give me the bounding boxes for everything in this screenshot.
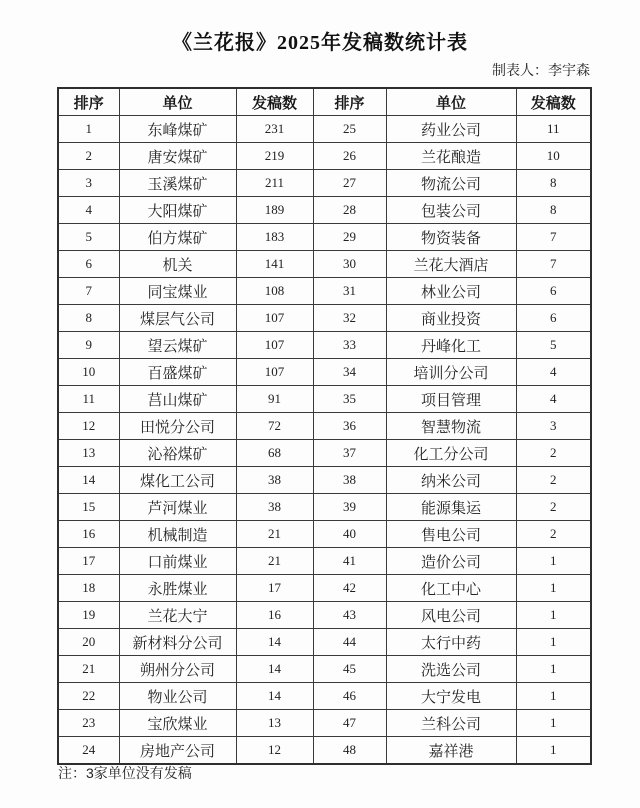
count-cell: 107 <box>236 305 313 332</box>
count-cell: 72 <box>236 413 313 440</box>
count-cell: 6 <box>516 305 591 332</box>
rank-cell: 37 <box>313 440 386 467</box>
count-cell: 1 <box>516 548 591 575</box>
count-cell: 107 <box>236 359 313 386</box>
unit-cell: 大宁发电 <box>386 683 516 710</box>
rank-cell: 5 <box>58 224 119 251</box>
rank-cell: 12 <box>58 413 119 440</box>
unit-cell: 田悦分公司 <box>119 413 236 440</box>
col-header-rank-right: 排序 <box>313 88 386 116</box>
rank-cell: 30 <box>313 251 386 278</box>
rank-cell: 34 <box>313 359 386 386</box>
unit-cell: 化工中心 <box>386 575 516 602</box>
rank-cell: 15 <box>58 494 119 521</box>
rank-cell: 6 <box>58 251 119 278</box>
count-cell: 1 <box>516 629 591 656</box>
rank-cell: 19 <box>58 602 119 629</box>
count-cell: 5 <box>516 332 591 359</box>
count-cell: 68 <box>236 440 313 467</box>
rank-cell: 41 <box>313 548 386 575</box>
rank-cell: 4 <box>58 197 119 224</box>
table-row <box>58 224 591 251</box>
table-row <box>58 656 591 683</box>
unit-cell: 物业公司 <box>119 683 236 710</box>
rank-cell: 48 <box>313 737 386 765</box>
rank-cell: 36 <box>313 413 386 440</box>
unit-cell: 玉溪煤矿 <box>119 170 236 197</box>
table-row <box>58 440 591 467</box>
count-cell: 7 <box>516 251 591 278</box>
rank-cell: 40 <box>313 521 386 548</box>
col-header-rank-left: 排序 <box>58 88 119 116</box>
rank-cell: 11 <box>58 386 119 413</box>
count-cell: 107 <box>236 332 313 359</box>
unit-cell: 纳米公司 <box>386 467 516 494</box>
unit-cell: 风电公司 <box>386 602 516 629</box>
count-cell: 1 <box>516 575 591 602</box>
count-cell: 4 <box>516 359 591 386</box>
table-row <box>58 143 591 170</box>
unit-cell: 化工分公司 <box>386 440 516 467</box>
count-cell: 7 <box>516 224 591 251</box>
count-cell: 17 <box>236 575 313 602</box>
unit-cell: 智慧物流 <box>386 413 516 440</box>
rank-cell: 13 <box>58 440 119 467</box>
rank-cell: 46 <box>313 683 386 710</box>
rank-cell: 2 <box>58 143 119 170</box>
count-cell: 14 <box>236 656 313 683</box>
unit-cell: 伯方煤矿 <box>119 224 236 251</box>
count-cell: 1 <box>516 683 591 710</box>
count-cell: 211 <box>236 170 313 197</box>
count-cell: 8 <box>516 170 591 197</box>
rank-cell: 33 <box>313 332 386 359</box>
unit-cell: 机关 <box>119 251 236 278</box>
unit-cell: 兰花大宁 <box>119 602 236 629</box>
rank-cell: 35 <box>313 386 386 413</box>
table-row <box>58 575 591 602</box>
count-cell: 2 <box>516 521 591 548</box>
table-row <box>58 197 591 224</box>
count-cell: 2 <box>516 494 591 521</box>
unit-cell: 房地产公司 <box>119 737 236 765</box>
count-cell: 141 <box>236 251 313 278</box>
unit-cell: 商业投资 <box>386 305 516 332</box>
rank-cell: 16 <box>58 521 119 548</box>
unit-cell: 物流公司 <box>386 170 516 197</box>
rank-cell: 9 <box>58 332 119 359</box>
rank-cell: 14 <box>58 467 119 494</box>
table-body <box>58 116 591 765</box>
count-cell: 14 <box>236 683 313 710</box>
unit-cell: 培训分公司 <box>386 359 516 386</box>
count-cell: 14 <box>236 629 313 656</box>
unit-cell: 望云煤矿 <box>119 332 236 359</box>
count-cell: 38 <box>236 467 313 494</box>
table-row <box>58 629 591 656</box>
unit-cell: 嘉祥港 <box>386 737 516 765</box>
unit-cell: 东峰煤矿 <box>119 116 236 143</box>
header-row <box>58 88 591 116</box>
rank-cell: 47 <box>313 710 386 737</box>
unit-cell: 大阳煤矿 <box>119 197 236 224</box>
table-row <box>58 467 591 494</box>
rank-cell: 32 <box>313 305 386 332</box>
count-cell: 1 <box>516 656 591 683</box>
rank-cell: 43 <box>313 602 386 629</box>
rank-cell: 18 <box>58 575 119 602</box>
rank-cell: 44 <box>313 629 386 656</box>
rank-cell: 27 <box>313 170 386 197</box>
table-row <box>58 494 591 521</box>
rank-cell: 29 <box>313 224 386 251</box>
count-cell: 16 <box>236 602 313 629</box>
rank-cell: 10 <box>58 359 119 386</box>
rank-cell: 42 <box>313 575 386 602</box>
table-row <box>58 602 591 629</box>
table-row <box>58 359 591 386</box>
rank-cell: 7 <box>58 278 119 305</box>
unit-cell: 唐安煤矿 <box>119 143 236 170</box>
count-cell: 11 <box>516 116 591 143</box>
byline: 制表人：李宇森 <box>492 62 590 78</box>
rank-cell: 20 <box>58 629 119 656</box>
unit-cell: 沁裕煤矿 <box>119 440 236 467</box>
unit-cell: 煤层气公司 <box>119 305 236 332</box>
col-header-count-right: 发稿数 <box>516 88 591 116</box>
count-cell: 6 <box>516 278 591 305</box>
table-row <box>58 278 591 305</box>
count-cell: 183 <box>236 224 313 251</box>
unit-cell: 兰花酿造 <box>386 143 516 170</box>
count-cell: 1 <box>516 737 591 765</box>
rank-cell: 8 <box>58 305 119 332</box>
count-cell: 3 <box>516 413 591 440</box>
page-title: 《兰花报》2025年发稿数统计表 <box>172 32 468 54</box>
unit-cell: 永胜煤业 <box>119 575 236 602</box>
unit-cell: 包装公司 <box>386 197 516 224</box>
rank-cell: 39 <box>313 494 386 521</box>
count-cell: 12 <box>236 737 313 765</box>
unit-cell: 项目管理 <box>386 386 516 413</box>
table-row <box>58 251 591 278</box>
rank-cell: 25 <box>313 116 386 143</box>
count-cell: 1 <box>516 710 591 737</box>
count-cell: 91 <box>236 386 313 413</box>
unit-cell: 洗选公司 <box>386 656 516 683</box>
rank-cell: 1 <box>58 116 119 143</box>
rank-cell: 28 <box>313 197 386 224</box>
col-header-count-left: 发稿数 <box>236 88 313 116</box>
table-row <box>58 386 591 413</box>
unit-cell: 太行中药 <box>386 629 516 656</box>
rank-cell: 23 <box>58 710 119 737</box>
rank-cell: 22 <box>58 683 119 710</box>
rank-cell: 24 <box>58 737 119 765</box>
unit-cell: 朔州分公司 <box>119 656 236 683</box>
unit-cell: 煤化工公司 <box>119 467 236 494</box>
rank-cell: 3 <box>58 170 119 197</box>
count-cell: 108 <box>236 278 313 305</box>
table-row <box>58 521 591 548</box>
unit-cell: 同宝煤业 <box>119 278 236 305</box>
table-row <box>58 710 591 737</box>
count-cell: 21 <box>236 548 313 575</box>
unit-cell: 药业公司 <box>386 116 516 143</box>
table-row <box>58 683 591 710</box>
unit-cell: 莒山煤矿 <box>119 386 236 413</box>
unit-cell: 宝欣煤业 <box>119 710 236 737</box>
count-cell: 13 <box>236 710 313 737</box>
rank-cell: 31 <box>313 278 386 305</box>
rank-cell: 17 <box>58 548 119 575</box>
unit-cell: 丹峰化工 <box>386 332 516 359</box>
unit-cell: 芦河煤业 <box>119 494 236 521</box>
stats-table <box>57 87 592 765</box>
unit-cell: 百盛煤矿 <box>119 359 236 386</box>
unit-cell: 售电公司 <box>386 521 516 548</box>
count-cell: 21 <box>236 521 313 548</box>
unit-cell: 新材料分公司 <box>119 629 236 656</box>
unit-cell: 口前煤业 <box>119 548 236 575</box>
table-row <box>58 737 591 765</box>
col-header-unit-left: 单位 <box>119 88 236 116</box>
table-row <box>58 170 591 197</box>
unit-cell: 造价公司 <box>386 548 516 575</box>
unit-cell: 能源集运 <box>386 494 516 521</box>
rank-cell: 45 <box>313 656 386 683</box>
unit-cell: 林业公司 <box>386 278 516 305</box>
count-cell: 219 <box>236 143 313 170</box>
table-row <box>58 548 591 575</box>
count-cell: 10 <box>516 143 591 170</box>
unit-cell: 机械制造 <box>119 521 236 548</box>
table-row <box>58 116 591 143</box>
count-cell: 2 <box>516 467 591 494</box>
rank-cell: 21 <box>58 656 119 683</box>
unit-cell: 物资装备 <box>386 224 516 251</box>
unit-cell: 兰科公司 <box>386 710 516 737</box>
col-header-unit-right: 单位 <box>386 88 516 116</box>
rank-cell: 26 <box>313 143 386 170</box>
unit-cell: 兰花大酒店 <box>386 251 516 278</box>
count-cell: 1 <box>516 602 591 629</box>
count-cell: 38 <box>236 494 313 521</box>
footnote: 注：3家单位没有发稿 <box>58 765 192 781</box>
table-row <box>58 305 591 332</box>
count-cell: 8 <box>516 197 591 224</box>
table-row <box>58 332 591 359</box>
count-cell: 189 <box>236 197 313 224</box>
count-cell: 4 <box>516 386 591 413</box>
rank-cell: 38 <box>313 467 386 494</box>
table-row <box>58 413 591 440</box>
count-cell: 2 <box>516 440 591 467</box>
count-cell: 231 <box>236 116 313 143</box>
